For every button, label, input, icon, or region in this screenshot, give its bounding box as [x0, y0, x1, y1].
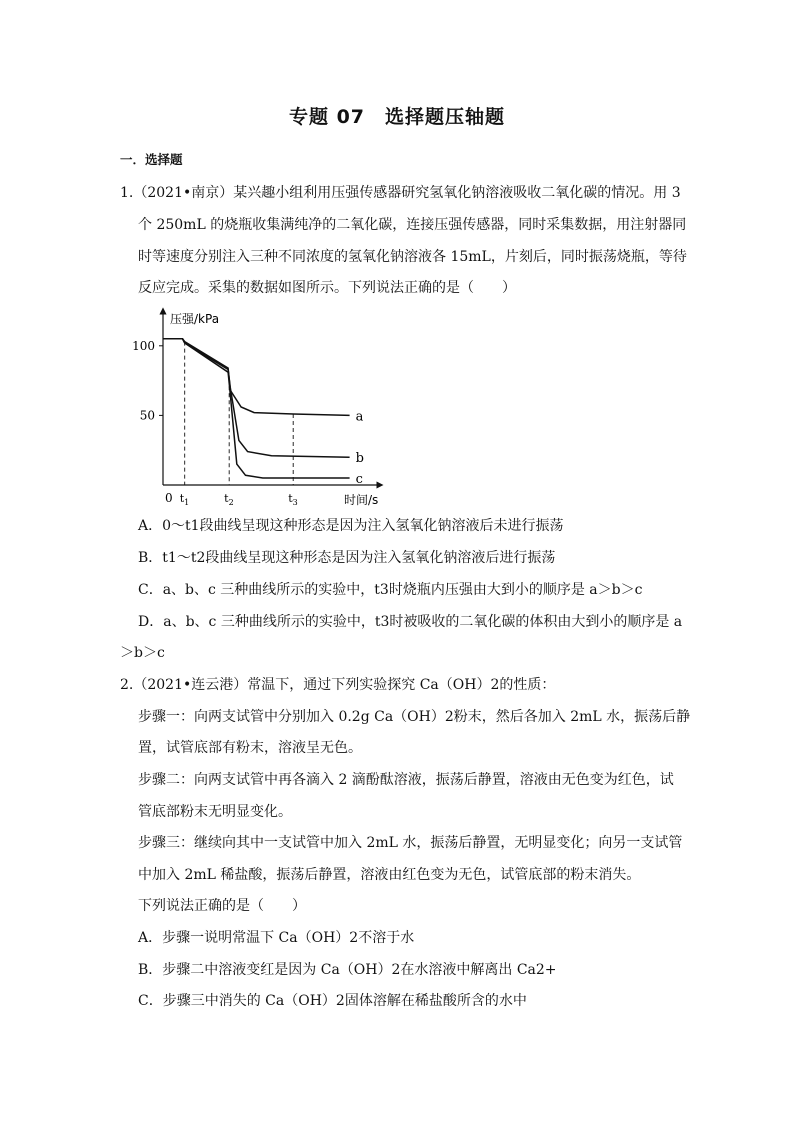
q2-step3-line-1: 步骤三：继续向其中一支试管中加入 2mL 水，振荡后静置，无明显变化；向另一支试管	[138, 835, 683, 851]
series-line-a	[163, 339, 350, 416]
q2-step2-line-1: 步骤二：向两支试管中再各滴入 2 滴酚酞溶液，振荡后静置，溶液由无色变为红色，试	[138, 772, 674, 788]
q2-question: 下列说法正确的是（ ）	[138, 898, 306, 914]
q2-option-b: B．步骤二中溶液变红是因为 Ca（OH）2在水溶液中解离出 Ca2+	[138, 962, 557, 978]
q2-step1-line-2: 置，试管底部有粉末，溶液呈无色。	[138, 740, 362, 756]
q1-option-c: C．a、b、c 三种曲线所示的实验中，t3时烧瓶内压强由大到小的顺序是 a＞b＞c	[138, 582, 643, 598]
x-tick-label: $t_1$	[179, 492, 190, 507]
q1-option-a: A．0～t1段曲线呈现这种形态是因为注入氢氧化钠溶液后未进行振荡	[138, 518, 564, 534]
series-label-b: b	[355, 451, 364, 467]
q1-line-1: 1.（2021•南京）某兴趣小组利用压强传感器研究氢氧化钠溶液吸收二氧化碳的情况。用 3	[120, 185, 681, 201]
x-tick-label: $t_3$	[288, 492, 298, 507]
y-tick-label: 100	[132, 338, 155, 353]
q1-line-3: 时等速度分别注入三种不同浓度的氢氧化钠溶液各 15mL，片刻后，同时振荡烧瓶，等待	[138, 249, 687, 265]
page-title: 专题 07 选择题压轴题	[288, 106, 506, 128]
section-heading: 一．选择题	[120, 152, 183, 167]
y-tick-label: 50	[139, 408, 155, 423]
q1-option-b: B．t1～t2段曲线呈现这种形态是因为注入氢氧化钠溶液后进行振荡	[138, 550, 556, 566]
series-label-a: a	[355, 409, 364, 425]
q1-line-2: 个 250mL 的烧瓶收集满纯净的二氧化碳，连接压强传感器，同时采集数据，用注射器同	[138, 217, 687, 233]
pressure-time-chart	[132, 305, 388, 515]
q2-step1-line-1: 步骤一：向两支试管中分别加入 0.2g Ca（OH）2粉末，然后各加入 2mL 水，振荡后静	[138, 709, 691, 725]
series-label-c: c	[355, 472, 363, 488]
q1-option-d-line-2: ＞b＞c	[120, 645, 165, 661]
q1-option-d-line-1: D．a、b、c 三种曲线所示的实验中，t3时被吸收的二氧化碳的体积由大到小的顺序是 a	[138, 614, 683, 630]
x-axis-label: 时间/s	[344, 493, 379, 507]
y-axis-label: 压强/kPa	[170, 312, 220, 326]
q2-option-c: C．步骤三中消失的 Ca（OH）2固体溶解在稀盐酸所含的水中	[138, 993, 527, 1009]
q2-intro: 2.（2021•连云港）常温下，通过下列实验探究 Ca（OH）2的性质：	[120, 677, 556, 693]
q2-option-a: A．步骤一说明常温下 Ca（OH）2不溶于水	[138, 930, 415, 946]
q2-step3-line-2: 中加入 2mL 稀盐酸，振荡后静置，溶液由红色变为无色，试管底部的粉末消失。	[138, 867, 641, 883]
x-tick-label: $t_2$	[224, 492, 234, 507]
q1-line-4: 反应完成。采集的数据如图所示。下列说法正确的是（ ）	[138, 280, 516, 296]
q2-step2-line-2: 管底部粉末无明显变化。	[138, 804, 292, 820]
series-line-b	[163, 339, 350, 457]
origin-label: 0	[165, 491, 173, 505]
